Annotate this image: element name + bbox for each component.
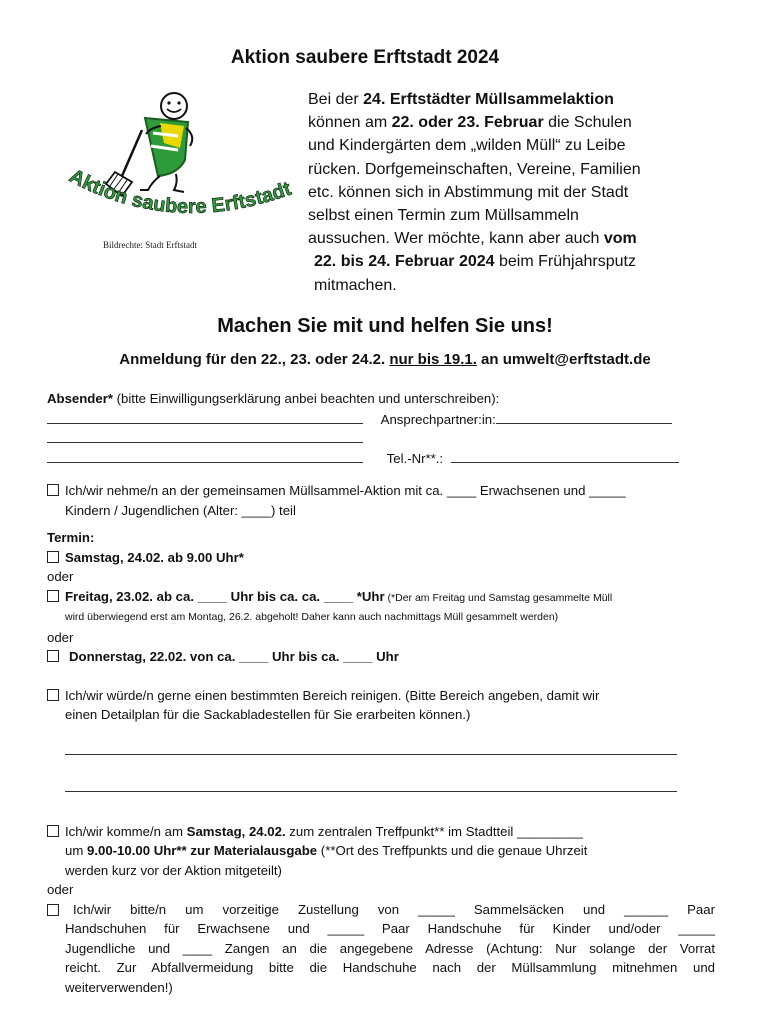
participation-text: Ich/wir nehme/n an der gemeinsamen Müllsammel-Aktion mit ca. ____ Erwachsenen und _____ (65, 483, 626, 498)
area-checkbox[interactable] (47, 689, 59, 701)
delivery-text: Handschuhen für Erwachsene und _____ Paar Handschuhe für Kinder und/oder _____ (65, 921, 715, 936)
delivery-text: reicht. Zur Abfallvermeidung bitte die Handschuhe nach der Müllsammlung mitnehmen und (65, 960, 715, 975)
registration-text: Anmeldung für den 22., 23. oder 24.2. (119, 351, 390, 368)
intro-text: die Schulen (543, 114, 632, 132)
intro-text: mitmachen. (314, 276, 397, 294)
sender-street-field[interactable] (47, 430, 363, 443)
date-label: Termin: (47, 530, 95, 545)
image-credit: Bildrechte: Stadt Erftstadt (103, 240, 197, 250)
intro-text: rücken. Dorfgemeinschaften, Vereine, Familien (308, 160, 641, 178)
registration-email: an umwelt@erftstadt.de (476, 351, 651, 368)
delivery-text: weiterverwenden!) (65, 979, 173, 995)
intro-bold: 22. bis 24. Februar 2024 (314, 253, 495, 271)
friday-option: Freitag, 23.02. ab ca. ____ Uhr bis ca. ca. ____ *Uhr (65, 588, 385, 604)
saturday-option: Samstag, 24.02. ab 9.00 Uhr* (65, 549, 244, 565)
meeting-text: (**Ort des Treffpunkts und die genaue Uhrzeit (317, 843, 588, 858)
phone-label: Tel.-Nr**.: (386, 450, 444, 466)
participation-text: Kindern / Jugendlichen (Alter: ____) teil (65, 502, 296, 518)
campaign-logo (60, 88, 296, 238)
or-text: oder (47, 569, 74, 584)
area-text: einen Detailplan für die Sackabladestellen für Sie erarbeiten können.) (65, 707, 471, 722)
delivery-checkbox[interactable] (47, 904, 59, 916)
sender-name-field[interactable] (47, 411, 363, 424)
or-text: oder (47, 629, 74, 645)
intro-text: können am (308, 114, 392, 132)
friday-checkbox[interactable] (47, 590, 59, 602)
intro-bold: 24. Erftstädter Müllsammelaktion (363, 91, 614, 108)
intro-text: Bei der (308, 91, 364, 108)
delivery-text: Jugendliche und ____ Zangen an die angegebene Adresse (Achtung: Nur solange der Vorrat (65, 940, 715, 956)
sender-label: Absender* (47, 391, 113, 406)
intro-text: aussuchen. Wer möchte, kann aber auch (308, 230, 604, 248)
contact-person-label: Ansprechpartner:in: (380, 411, 496, 427)
friday-note: (*Der am Freitag und Samstag gesammelte Müll (384, 591, 613, 604)
participation-checkbox[interactable] (47, 484, 59, 496)
meeting-text: Ich/wir komme/n am (65, 823, 187, 839)
sender-city-field[interactable] (47, 450, 363, 463)
intro-text: beim Frühjahrsputz (494, 253, 636, 271)
call-to-action-heading: Machen Sie mit und helfen Sie uns! (217, 315, 553, 337)
saturday-checkbox[interactable] (47, 551, 59, 563)
page-title: Aktion saubere Erftstadt 2024 (230, 47, 500, 68)
meeting-checkbox[interactable] (47, 825, 59, 837)
phone-field[interactable] (451, 450, 679, 463)
meeting-date: Samstag, 24.02. (186, 823, 286, 839)
area-field-1[interactable] (65, 742, 677, 755)
area-text: Ich/wir würde/n gerne einen bestimmten Bereich reinigen. (Bitte Bereich angeben, damit wir (65, 687, 600, 703)
registration-deadline: nur bis 19.1. (389, 351, 477, 368)
meeting-text: werden kurz vor der Aktion mitgeteilt) (65, 862, 282, 878)
registration-form (47, 389, 737, 997)
area-field-2[interactable] (65, 779, 677, 792)
friday-note: wird überwiegend erst am Montag, 26.2. abgeholt! Daher kann auch nachmittags Müll gesammelt werden) (65, 611, 559, 623)
meeting-text: zum zentralen Treffpunkt** im Stadtteil _________ (285, 823, 584, 839)
meeting-time: 9.00-10.00 Uhr** zur Materialausgabe (86, 843, 318, 858)
thursday-checkbox[interactable] (47, 650, 59, 662)
intro-bold: vom (603, 230, 637, 248)
intro-text: etc. können sich in Abstimmung mit der Stadt (308, 183, 629, 201)
registration-heading (0, 351, 770, 368)
intro-paragraph (308, 88, 708, 297)
sender-note: (bitte Einwilligungserklärung anbei beachten und unterschreiben): (112, 391, 500, 406)
contact-person-field[interactable] (496, 411, 672, 424)
intro-text: selbst einen Termin zum Müllsammeln (308, 207, 579, 225)
intro-bold: 22. oder 23. Februar (391, 114, 544, 132)
meeting-text: um (65, 843, 87, 858)
or-text: oder (47, 882, 74, 897)
delivery-text: Ich/wir bitte/n um vorzeitige Zustellung von _____ Sammelsäcken und ______ Paar (73, 901, 715, 917)
logo-text: Aktion saubere Erftstadt (65, 165, 295, 219)
thursday-option: Donnerstag, 22.02. von ca. ____ Uhr bis ca. ____ Uhr (69, 649, 399, 664)
intro-text: und Kindergärten dem „wilden Müll“ zu Leibe (308, 137, 626, 155)
